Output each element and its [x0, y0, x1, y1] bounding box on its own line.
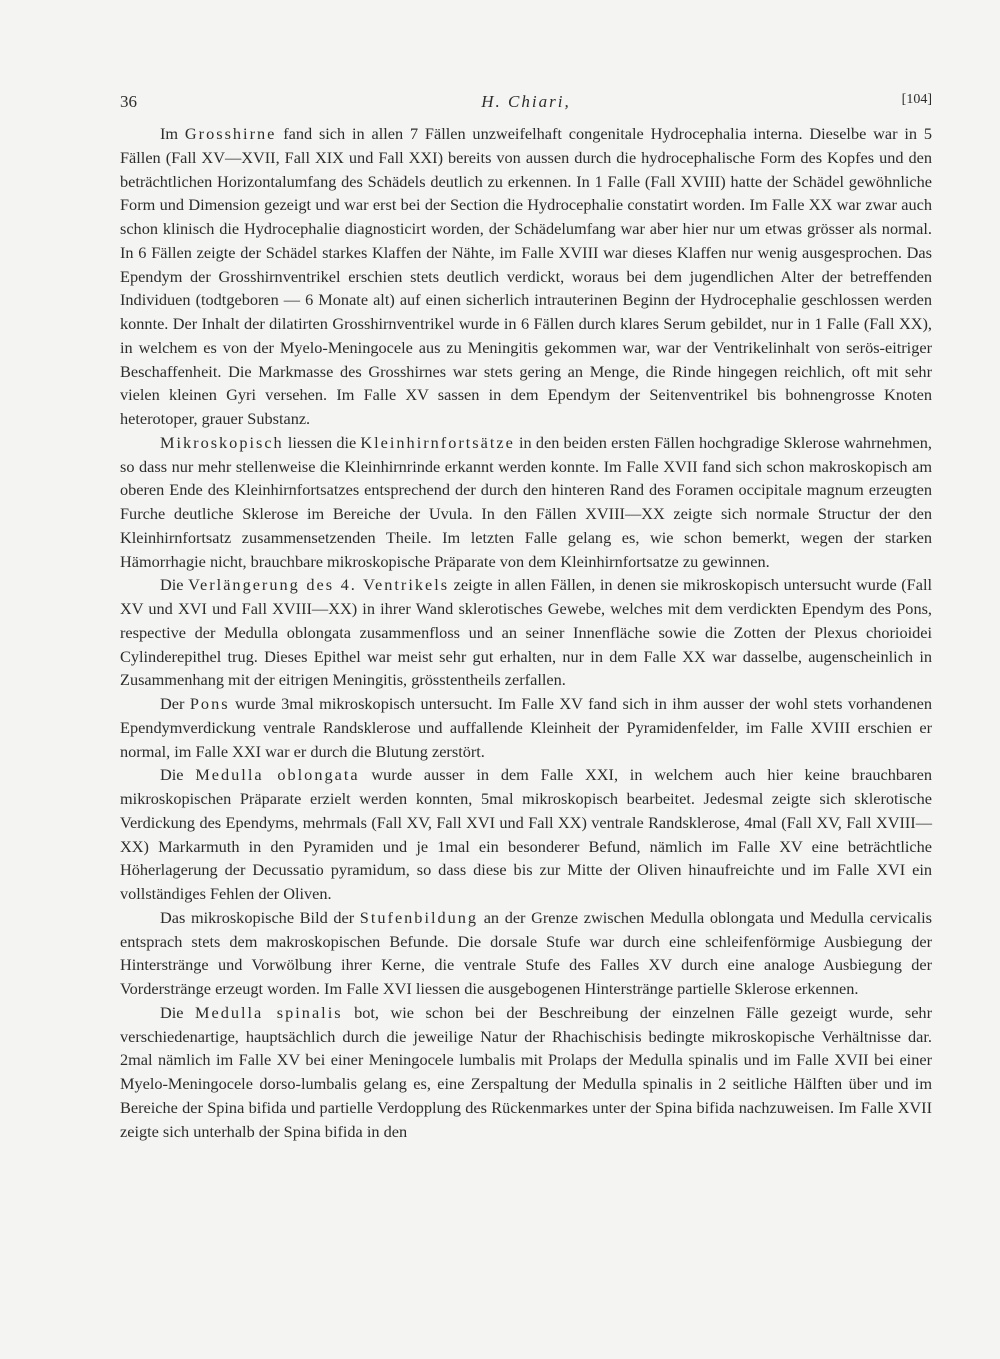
- paragraph-spaced-term: Pons: [189, 694, 230, 713]
- paragraph-spaced-term: Medulla oblongata: [195, 765, 360, 785]
- running-title: H. Chiari,: [481, 92, 571, 111]
- paragraph-text: wurde 3mal mikroskopisch untersucht. Im Falle XV fand sich in ihm ausser der wohl stets vorhandenen Ependymverdickung ventrale Randsklerose und auffallende Kleinheit der Pyramidenfelder, im Falle XVIII erschien er normal, im Falle XXI war er durch die Blutung zerstört.: [120, 694, 932, 761]
- paragraph-spaced-term: Stufenbildung: [359, 907, 479, 927]
- paragraph-pons: [120, 692, 932, 763]
- paragraph-lead-prefix: Das mikroskopische Bild der: [160, 907, 360, 927]
- paragraph-text-2: in den beiden ersten Fällen hochgradige Sklerose wahrnehmen, so dass nur mehr stellenweise die Kleinhirnrinde erkannt werden konnte. Im Falle XVII fand sich schon makroskopisch am oberen Ende des Kleinhirnfortsatzes entsprechend der durch den hinteren Rand des Foramen occipitale magnum erzeugten Furche deutliche Sklerose im Bereiche der Uvula. In den Fällen XVIII—XX zeigte sich normale Structur der den Kleinhirnfortsatz zusammensetzenden Theile. Im letzten Falle gelang es, wie schon bemerkt, wegen der starken Hämorrhagie nicht, brauchbare mikroskopische Präparate von dem Kleinhirnfortsatze zu gewinnen.: [120, 432, 932, 571]
- paragraph-text: an der Grenze zwischen Medulla oblongata und Medulla cervicalis entsprach stets dem makroskopischen Befunde. Die dorsale Stufe war durch eine schleifenförmige Ausbiegung der Hinterstränge und Vorwölbung ihrer Kerne, die ventrale Stufe des Falles XV durch eine analoge Ausbiegung der Vorderstränge erzeugt worden. Im Falle XVI liessen die ausgebogenen Hinterstränge partielle Sklerose erkennen.: [120, 907, 932, 998]
- paragraph-lead-prefix: Der: [160, 694, 190, 713]
- paragraph-lead-prefix: Im: [160, 124, 185, 143]
- paragraph-spaced-term: Verlängerung des 4. Ventrikels: [188, 575, 450, 595]
- paragraph-stufenbildung: [120, 906, 932, 1001]
- page-reference: [104]: [901, 92, 932, 107]
- paragraph-spaced-term: Mikroskopisch: [160, 432, 284, 452]
- paragraph-spaced-term-2: Kleinhirnfortsätze: [360, 432, 515, 452]
- paragraph-ventrikel: [120, 573, 932, 692]
- paragraph-spaced-term: Grosshirne: [184, 124, 277, 143]
- paragraph-kleinhirnfortsaetze: [120, 431, 932, 574]
- paragraph-grosshirn: [120, 122, 932, 431]
- paragraph-text: zeigte in allen Fällen, in denen sie mikroskopisch untersucht wurde (Fall XV und XVI und Fall XVIII—XX) in ihrer Wand sklerotisches Gewebe, welches mit dem verdickten Ependym des Pons, respective der Medulla oblongata zusammenfloss und an seiner Innenfläche sowie die Zotten der Plexus chorioidei Cylinderepithel trug. Dieses Epithel war meist sehr gut erhalten, nur in dem Falle XX war dasselbe, augenscheinlich in Zusammenhang mit der eitrigen Meningitis, grösstentheils zerfallen.: [120, 575, 933, 690]
- paragraph-text: fand sich in allen 7 Fällen unzweifelhaft congenitale Hydrocephalia interna. Dieselbe war in 5 Fällen (Fall XV—XVII, Fall XIX und Fall XXI) bereits von aussen durch die hydrocephalische Form des Kopfes und den beträchtlichen Horizontalumfang des Schädels deutlich zu erkennen. In 1 Falle (Fall XVIII) hatte der Schädel gewöhnliche Form und Dimension gezeigt und war erst bei der Section die Hydrocephalie constatirt worden. Im Falle XX war zwar auch schon klinisch die Hydrocephalie diagnosticirt worden, der Schädelumfang war aber hier nur um etwas grösser als normal. In 6 Fällen zeigte der Schädel starkes Klaffen der Nähte, im Falle XVIII war dieses Klaffen nur wenig ausgesprochen. Das Ependym der Grosshirnventrikel erschien stets deutlich verdickt, woraus bei dem jugendlichen Alter der betreffenden Individuen (todtgeboren — 6 Monate alt) auf einen sicherlich intrauterinen Beginn der Hydrocephalie geschlossen werden konnte. Der Inhalt der dilatirten Grosshirnventrikel wurde in 6 Fällen durch klares Serum gebildet, nur in 1 Falle (Fall XX), in welchem es von der Myelo-Meningocele aus zu Meningitis gekommen war, war der Ventrikelinhalt von serös-eitriger Beschaffenheit. Die Markmasse des Grosshirnes war stets gering an Menge, die Rinde hingegen reichlich, oft mit sehr vielen kleinen Gyri versehen. Im Falle XV sassen in dem Ependym der Seitenventrikel bis bohnengrosse Knoten heterotoper, grauer Substanz.: [120, 124, 933, 428]
- page-number: 36: [120, 92, 137, 111]
- paragraph-medulla-spinalis: [120, 1001, 932, 1144]
- page-header: [120, 92, 932, 118]
- paragraph-text: wurde ausser in dem Falle XXI, in welchem auch hier keine brauchbaren mikroskopischen Präparate erzielt werden konnten, 5mal mikroskopisch bearbeitet. Jedesmal zeigte sich sklerotische Verdickung des Ependyms, mehrmals (Fall XV, Fall XVI und Fall XX) ventrale Randsklerose, 4mal (Fall XV, Fall XVIII—XX) Markarmuth in den Pyramiden und je 1mal ein besonderer Befund, nämlich im Falle XV eine beträchtliche Höherlagerung der Decussatio pyramidum, so dass diese bis zur Mitte der Oliven hinaufreichte und im Falle XVI ein vollständiges Fehlen der Oliven.: [120, 765, 932, 903]
- paragraph-lead-prefix: Die: [160, 765, 196, 785]
- body-text: [120, 122, 932, 1143]
- paragraph-lead-prefix: Die: [160, 575, 189, 595]
- paragraph-spaced-term: Medulla spinalis: [195, 1002, 343, 1022]
- paragraph-lead-prefix: Die: [160, 1002, 196, 1022]
- paragraph-text: bot, wie schon bei der Beschreibung der einzelnen Fälle gezeigt wurde, sehr verschiedenartige, hauptsächlich durch die jeweilige Natur der Rhachischisis bedingte mikroskopische Verhältnisse dar. 2mal nämlich im Falle XV bei einer Meningocele lumbalis mit Prolaps der Medulla spinalis und im Falle XVII bei einer Myelo-Meningocele dorso-lumbalis gelang es, eine Zerspaltung der Medulla spinalis in 2 seitliche Hälften über und im Bereiche der Spina bifida und partielle Verdopplung des Rückenmarkes unter der Spina bifida nachzuweisen. Im Falle XVII zeigte sich unterhalb der Spina bifida in den: [120, 1002, 932, 1141]
- paragraph-text: liessen die: [283, 432, 361, 452]
- paragraph-medulla-oblongata: [120, 763, 932, 906]
